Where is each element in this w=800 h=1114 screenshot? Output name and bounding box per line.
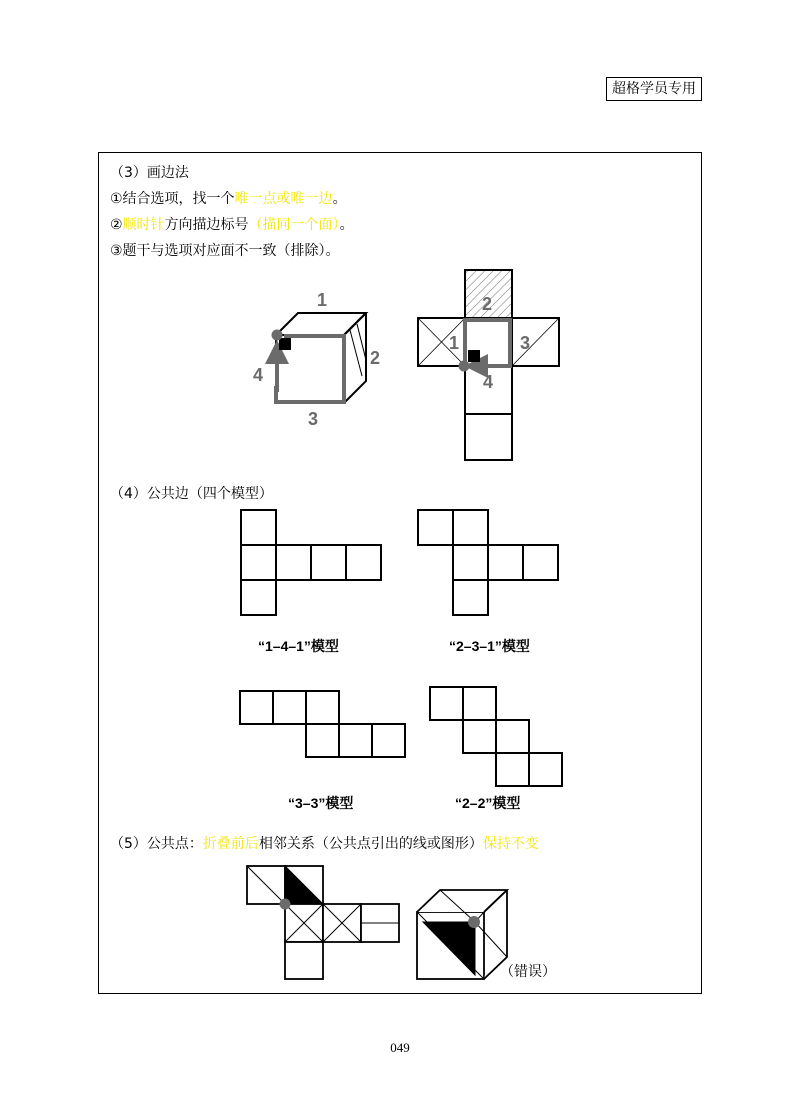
section4-title: （4）公共边（四个模型） [110, 486, 273, 502]
cube-diagram [276, 313, 366, 403]
section3-title: （3）画边法 [110, 165, 189, 181]
section3-line3: ③题干与选项对应面不一致（排除）。 [110, 243, 340, 259]
model-33-net [240, 691, 405, 757]
net-black-square [468, 350, 480, 362]
cube-label-2: 2 [370, 348, 381, 368]
model-22-net [430, 687, 562, 786]
model-33-caption: “3–3”模型 [288, 795, 354, 811]
net-common-point [459, 361, 470, 372]
section3-line1: ①结合选项，找一个唯一点或唯一边。 [110, 191, 347, 207]
model-22-caption: “2–2”模型 [455, 795, 521, 811]
model-231-caption: “2–3–1”模型 [449, 638, 530, 654]
cube5-common-point [468, 916, 480, 928]
model-231-net [418, 510, 558, 615]
section5-title: （5）公共点：折叠前后相邻关系（公共点引出的线或图形）保持不变 [110, 836, 539, 852]
net-label-4: 4 [483, 372, 494, 392]
cube-label-4: 4 [253, 365, 264, 385]
page-number: 049 [390, 1040, 410, 1055]
section3-line2: ②顺时针方向描边标号（描同一个面）。 [110, 217, 354, 233]
cube-common-point [272, 330, 283, 341]
header-badge: 超格学员专用 [606, 77, 702, 101]
cube-label-3: 3 [308, 409, 319, 429]
net-label-3: 3 [520, 333, 531, 353]
model-141-net [241, 510, 381, 615]
cube-label-1: 1 [317, 290, 328, 310]
net-label-1: 1 [449, 333, 460, 353]
net5-common-point [280, 899, 291, 910]
cube-black-square [279, 338, 291, 350]
net-label-2: 2 [482, 294, 493, 314]
error-label: （错误） [500, 964, 556, 980]
model-141-caption: “1–4–1”模型 [258, 638, 339, 654]
